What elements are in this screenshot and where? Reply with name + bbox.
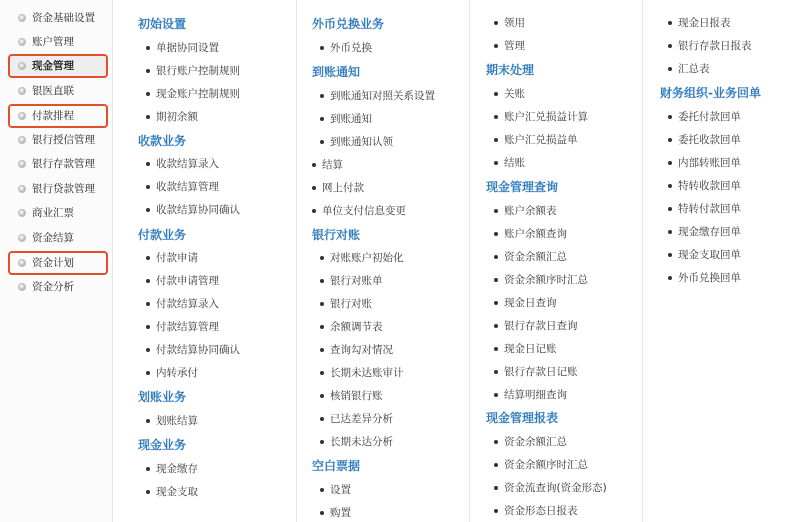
bullet-icon — [668, 67, 672, 71]
bullet-icon — [494, 278, 498, 282]
bullet-icon — [320, 394, 324, 398]
section-heading-cash-management-reports: 现金管理报表 — [486, 411, 559, 425]
menu-item-label[interactable]: 账户汇兑损益单 — [504, 134, 578, 146]
bullet-icon — [668, 21, 672, 25]
section-heading-payment-business: 付款业务 — [138, 228, 187, 242]
sidebar-item-bank-credit-management[interactable] — [12, 129, 106, 151]
menu-item-payee-info-change[interactable] — [312, 204, 406, 218]
sidebar-item-label: 资金分析 — [32, 281, 74, 293]
menu-item-cash-withdrawal-receipt[interactable] — [668, 248, 741, 262]
menu-item-summary-table[interactable] — [668, 62, 710, 76]
sidebar-item-fund-settlement[interactable] — [12, 227, 106, 249]
menu-item-online-payment[interactable] — [312, 181, 364, 195]
menu-item-cash-account-control-rules[interactable] — [146, 87, 240, 101]
menu-item-entrusted-payment-receipt[interactable] — [668, 110, 741, 124]
menu-item-internal-transfer-acceptance[interactable] — [146, 366, 198, 380]
menu-item-label[interactable]: 特转付款回单 — [678, 203, 741, 215]
menu-item-label[interactable]: 账户汇兑损益计算 — [504, 111, 588, 123]
menu-item-bank-account-control-rules[interactable] — [146, 64, 240, 78]
bullet-icon — [320, 256, 324, 260]
menu-item-receipt-settlement-management[interactable] — [146, 180, 219, 194]
menu-item-label[interactable]: 设置 — [330, 484, 351, 496]
menu-item-label[interactable]: 现金缴存 — [156, 463, 198, 475]
menu-item-label[interactable]: 外币兑换回单 — [678, 272, 741, 284]
bullet-icon — [146, 162, 150, 166]
bullet-icon — [146, 185, 150, 189]
menu-item-label[interactable]: 收款结算管理 — [156, 181, 219, 193]
bullet-icon — [18, 14, 26, 22]
bullet-icon — [18, 136, 26, 144]
menu-item-label[interactable]: 结账 — [504, 157, 525, 169]
bullet-icon — [494, 440, 498, 444]
menu-item-entrusted-collection-receipt[interactable] — [668, 133, 741, 147]
menu-item-fund-balance-summary[interactable] — [494, 250, 567, 264]
bullet-icon — [146, 279, 150, 283]
menu-item-label[interactable]: 现金账户控制规则 — [156, 88, 240, 100]
menu-item-requisition[interactable] — [494, 16, 525, 30]
menu-item-label[interactable]: 期初余额 — [156, 111, 198, 123]
menu-item-label[interactable]: 收款结算协同确认 — [156, 204, 240, 216]
menu-item-label[interactable]: 到账通知对照关系设置 — [330, 90, 435, 102]
menu-item-management[interactable] — [494, 39, 525, 53]
bullet-icon — [146, 419, 150, 423]
section-heading-blank-notes: 空白票据 — [312, 459, 361, 473]
menu-item-arrival-notice-claim[interactable] — [320, 135, 393, 149]
section-heading-transfer-business: 划账业务 — [138, 390, 187, 404]
bullet-icon — [320, 302, 324, 306]
menu-item-label[interactable]: 付款结算管理 — [156, 321, 219, 333]
menu-item-query-match-status[interactable] — [320, 343, 393, 357]
menu-item-label[interactable]: 查询勾对情况 — [330, 344, 393, 356]
section-heading-business-receipts: 财务组织-业务回单 — [660, 86, 761, 100]
menu-item-special-transfer-collection-receipt[interactable] — [668, 179, 741, 193]
menu-item-label[interactable]: 长期未达分析 — [330, 436, 393, 448]
menu-item-label[interactable]: 单据协同设置 — [156, 42, 219, 54]
menu-item-payment-request-management[interactable] — [146, 274, 219, 288]
menu-item-cash-deposit[interactable] — [146, 462, 198, 476]
menu-item-payment-settlement-collab-confirm[interactable] — [146, 343, 240, 357]
bullet-icon — [494, 92, 498, 96]
menu-item-special-transfer-payment-receipt[interactable] — [668, 202, 741, 216]
bullet-icon — [320, 511, 324, 515]
menu-item-bank-statement[interactable] — [320, 274, 383, 288]
bullet-icon — [18, 209, 26, 217]
menu-item-purchase[interactable] — [320, 506, 351, 520]
menu-item-fx-gain-loss-calc[interactable] — [494, 110, 588, 124]
bullet-icon — [146, 348, 150, 352]
bullet-icon — [668, 184, 672, 188]
menu-item-balance-adjustment-table[interactable] — [320, 320, 383, 334]
menu-item-internal-transfer-receipt[interactable] — [668, 156, 741, 170]
section-heading-bank-reconciliation: 银行对账 — [312, 228, 361, 242]
sidebar-item-fund-analysis[interactable] — [12, 276, 106, 298]
menu-item-label[interactable]: 资金余额汇总 — [504, 436, 567, 448]
bullet-icon — [146, 467, 150, 471]
bullet-icon — [494, 463, 498, 467]
bullet-icon — [146, 46, 150, 50]
menu-item-cash-daily-query[interactable] — [494, 296, 557, 310]
menu-item-label[interactable]: 银行存款日查询 — [504, 320, 578, 332]
section-heading-fx-exchange: 外币兑换业务 — [312, 17, 385, 31]
menu-item-label[interactable]: 内转承付 — [156, 367, 198, 379]
menu-item-label[interactable]: 余额调节表 — [330, 321, 383, 333]
bullet-icon — [494, 370, 498, 374]
menu-item-label[interactable]: 付款结算录入 — [156, 298, 219, 310]
bullet-icon — [494, 138, 498, 142]
sidebar-item-label: 银行授信管理 — [32, 134, 95, 146]
menu-item-label[interactable]: 账户余额表 — [504, 205, 557, 217]
bullet-icon — [668, 253, 672, 257]
menu-item-label[interactable]: 到账通知认领 — [330, 136, 393, 148]
sidebar-item-bank-hospital-link[interactable] — [12, 80, 106, 102]
menu-item-reached-difference-analysis[interactable] — [320, 412, 393, 426]
menu-item-label[interactable]: 资金余额汇总 — [504, 251, 567, 263]
bullet-icon — [146, 302, 150, 306]
bullet-icon — [494, 209, 498, 213]
menu-item-label[interactable]: 现金缴存回单 — [678, 226, 741, 238]
bullet-icon — [668, 161, 672, 165]
sidebar-item-label: 资金基础设置 — [32, 12, 95, 24]
bullet-icon — [146, 92, 150, 96]
bullet-icon — [668, 276, 672, 280]
sidebar-item-fund-plan[interactable] — [8, 251, 108, 275]
menu-item-label[interactable]: 对账账户初始化 — [330, 252, 404, 264]
bullet-icon — [18, 62, 26, 70]
bullet-icon — [312, 163, 316, 167]
bullet-icon — [494, 393, 498, 397]
menu-item-payment-request[interactable] — [146, 251, 198, 265]
menu-item-label[interactable]: 结算明细查询 — [504, 389, 567, 401]
menu-item-settlement[interactable] — [312, 158, 343, 172]
menu-item-fx-exchange-receipt[interactable] — [668, 271, 741, 285]
bullet-icon — [146, 115, 150, 119]
menu-item-label[interactable]: 长期未达账审计 — [330, 367, 404, 379]
sidebar-item-payment-scheduling[interactable] — [8, 104, 108, 128]
bullet-icon — [494, 509, 498, 513]
menu-item-account-balance-table[interactable] — [494, 204, 557, 218]
bullet-icon — [320, 94, 324, 98]
menu-item-label[interactable]: 银行账户控制规则 — [156, 65, 240, 77]
menu-item-settlement-detail-query[interactable] — [494, 388, 567, 402]
menu-item-label[interactable]: 结算 — [322, 159, 343, 171]
sidebar-item-label: 银行贷款管理 — [32, 183, 95, 195]
section-heading-arrival-notice: 到账通知 — [312, 65, 361, 79]
bullet-icon — [668, 138, 672, 142]
menu-item-label[interactable]: 到账通知 — [330, 113, 372, 125]
menu-item-label[interactable]: 委托付款回单 — [678, 111, 741, 123]
menu-item-label[interactable]: 资金流查询(资金形态) — [504, 482, 607, 494]
sidebar-item-cash-management[interactable] — [8, 54, 108, 78]
menu-item-label[interactable]: 付款结算协同确认 — [156, 344, 240, 356]
bullet-icon — [320, 371, 324, 375]
menu-item-label[interactable]: 内部转账回单 — [678, 157, 741, 169]
bullet-icon — [146, 208, 150, 212]
menu-item-label[interactable]: 银行对账单 — [330, 275, 383, 287]
menu-item-label[interactable]: 付款申请 — [156, 252, 198, 264]
menu-item-report-fund-balance-summary[interactable] — [494, 435, 567, 449]
bullet-icon — [320, 46, 324, 50]
menu-item-close-account[interactable] — [494, 87, 525, 101]
bullet-icon — [494, 161, 498, 165]
bullet-icon — [146, 490, 150, 494]
menu-item-cash-journal[interactable] — [494, 342, 557, 356]
bullet-icon — [494, 301, 498, 305]
menu-item-label[interactable]: 资金余额序时汇总 — [504, 274, 588, 286]
menu-item-bank-deposit-journal[interactable] — [494, 365, 578, 379]
menu-item-arrival-notice[interactable] — [320, 112, 372, 126]
bullet-icon — [494, 44, 498, 48]
sidebar-item-label: 资金计划 — [32, 257, 74, 269]
menu-item-payment-settlement-management[interactable] — [146, 320, 219, 334]
bullet-icon — [146, 371, 150, 375]
sidebar-item-label: 资金结算 — [32, 232, 74, 244]
menu-item-label[interactable]: 现金日查询 — [504, 297, 557, 309]
bullet-icon — [494, 115, 498, 119]
menu-column-1 — [138, 0, 297, 522]
menu-item-long-outstanding-analysis[interactable] — [320, 435, 393, 449]
bullet-icon — [320, 417, 324, 421]
menu-item-label[interactable]: 关账 — [504, 88, 525, 100]
menu-item-fund-balance-chrono-summary[interactable] — [494, 273, 588, 287]
bullet-icon — [320, 488, 324, 492]
menu-item-label[interactable]: 单位支付信息变更 — [322, 205, 406, 217]
menu-item-arrival-notice-mapping[interactable] — [320, 89, 435, 103]
menu-item-setup[interactable] — [320, 483, 351, 497]
sidebar — [0, 0, 113, 522]
bullet-icon — [320, 279, 324, 283]
menu-item-label[interactable]: 资金形态日报表 — [504, 505, 578, 517]
menu-item-receipt-settlement-collab-confirm[interactable] — [146, 203, 240, 217]
menu-item-fund-form-daily-report[interactable] — [494, 504, 578, 518]
menu-item-receipt-settlement-entry[interactable] — [146, 157, 219, 171]
menu-item-bank-reconciliation[interactable] — [320, 297, 372, 311]
menu-item-label[interactable]: 现金支取回单 — [678, 249, 741, 261]
menu-item-label[interactable]: 领用 — [504, 17, 525, 29]
bullet-icon — [18, 283, 26, 291]
menu-item-label[interactable]: 资金余额序时汇总 — [504, 459, 588, 471]
menu-item-cash-deposit-receipt[interactable] — [668, 225, 741, 239]
menu-item-closing[interactable] — [494, 156, 525, 170]
menu-item-opening-balance[interactable] — [146, 110, 198, 124]
menu-item-label[interactable]: 银行存款日记账 — [504, 366, 578, 378]
menu-item-label[interactable]: 收款结算录入 — [156, 158, 219, 170]
sidebar-item-label: 现金管理 — [32, 60, 74, 72]
bullet-icon — [320, 348, 324, 352]
menu-item-report-fund-balance-chrono[interactable] — [494, 458, 588, 472]
bullet-icon — [320, 440, 324, 444]
menu-item-label[interactable]: 现金日报表 — [678, 17, 731, 29]
menu-column-4 — [660, 0, 800, 522]
menu-item-label[interactable]: 汇总表 — [678, 63, 710, 75]
menu-item-label[interactable]: 划账结算 — [156, 415, 198, 427]
sidebar-item-label: 账户管理 — [32, 36, 74, 48]
bullet-icon — [146, 325, 150, 329]
section-heading-period-end: 期末处理 — [486, 63, 535, 77]
menu-item-label[interactable]: 现金日记账 — [504, 343, 557, 355]
menu-item-label[interactable]: 特转收款回单 — [678, 180, 741, 192]
menu-item-recon-account-init[interactable] — [320, 251, 404, 265]
menu-item-label[interactable]: 银行存款日报表 — [678, 40, 752, 52]
bullet-icon — [146, 256, 150, 260]
bullet-icon — [18, 259, 26, 267]
bullet-icon — [320, 140, 324, 144]
menu-item-cash-daily-report[interactable] — [668, 16, 731, 30]
menu-item-label[interactable]: 网上付款 — [322, 182, 364, 194]
bullet-icon — [320, 325, 324, 329]
menu-item-doc-collab-settings[interactable] — [146, 41, 219, 55]
menu-item-account-balance-query[interactable] — [494, 227, 567, 241]
sidebar-item-label: 银行存款管理 — [32, 158, 95, 170]
menu-item-payment-settlement-entry[interactable] — [146, 297, 219, 311]
sidebar-item-fund-basic-settings[interactable] — [12, 7, 106, 29]
sidebar-item-label: 银医直联 — [32, 85, 74, 97]
bullet-icon — [18, 38, 26, 46]
menu-item-label[interactable]: 银行对账 — [330, 298, 372, 310]
section-heading-cash-management-query: 现金管理查询 — [486, 180, 559, 194]
bullet-icon — [18, 234, 26, 242]
section-heading-cash-business: 现金业务 — [138, 438, 187, 452]
sidebar-item-label: 付款排程 — [32, 110, 74, 122]
menu-column-3 — [486, 0, 643, 522]
bullet-icon — [312, 209, 316, 213]
bullet-icon — [494, 21, 498, 25]
menu-item-label[interactable]: 管理 — [504, 40, 525, 52]
menu-item-label[interactable]: 核销银行账 — [330, 390, 383, 402]
bullet-icon — [668, 207, 672, 211]
menu-item-cash-withdrawal[interactable] — [146, 485, 198, 499]
bullet-icon — [494, 232, 498, 236]
menu-column-2 — [312, 0, 470, 522]
bullet-icon — [18, 160, 26, 168]
bullet-icon — [668, 44, 672, 48]
bullet-icon — [320, 117, 324, 121]
bullet-icon — [18, 112, 26, 120]
menu-item-label[interactable]: 现金支取 — [156, 486, 198, 498]
bullet-icon — [668, 230, 672, 234]
menu-item-label[interactable]: 账户余额查询 — [504, 228, 567, 240]
sidebar-item-bank-deposit-management[interactable] — [12, 153, 106, 175]
sidebar-item-bank-loan-management[interactable] — [12, 178, 106, 200]
menu-item-fx-exchange[interactable] — [320, 41, 372, 55]
menu-item-label[interactable]: 已达差异分析 — [330, 413, 393, 425]
menu-item-label[interactable]: 外币兑换 — [330, 42, 372, 54]
bullet-icon — [18, 185, 26, 193]
menu-item-transfer-settlement[interactable] — [146, 414, 198, 428]
sidebar-item-account-management[interactable] — [12, 31, 106, 53]
section-heading-receipt-business: 收款业务 — [138, 134, 187, 148]
bullet-icon — [494, 486, 498, 490]
menu-item-label[interactable]: 付款申请管理 — [156, 275, 219, 287]
sidebar-item-label: 商业汇票 — [32, 207, 74, 219]
menu-item-bank-deposit-daily-report[interactable] — [668, 39, 752, 53]
section-heading-initial-settings: 初始设置 — [138, 17, 187, 31]
bullet-icon — [494, 324, 498, 328]
menu-item-label[interactable]: 购置 — [330, 507, 351, 519]
bullet-icon — [668, 115, 672, 119]
menu-item-fx-gain-loss-bill[interactable] — [494, 133, 578, 147]
bullet-icon — [312, 186, 316, 190]
menu-item-long-outstanding-audit[interactable] — [320, 366, 404, 380]
bullet-icon — [18, 87, 26, 95]
menu-item-bank-deposit-daily-query[interactable] — [494, 319, 578, 333]
menu-item-fund-flow-query[interactable] — [494, 481, 607, 495]
bullet-icon — [494, 255, 498, 259]
bullet-icon — [494, 347, 498, 351]
menu-item-write-off-bank-account[interactable] — [320, 389, 383, 403]
sidebar-item-commercial-bills[interactable] — [12, 202, 106, 224]
menu-item-label[interactable]: 委托收款回单 — [678, 134, 741, 146]
bullet-icon — [146, 69, 150, 73]
